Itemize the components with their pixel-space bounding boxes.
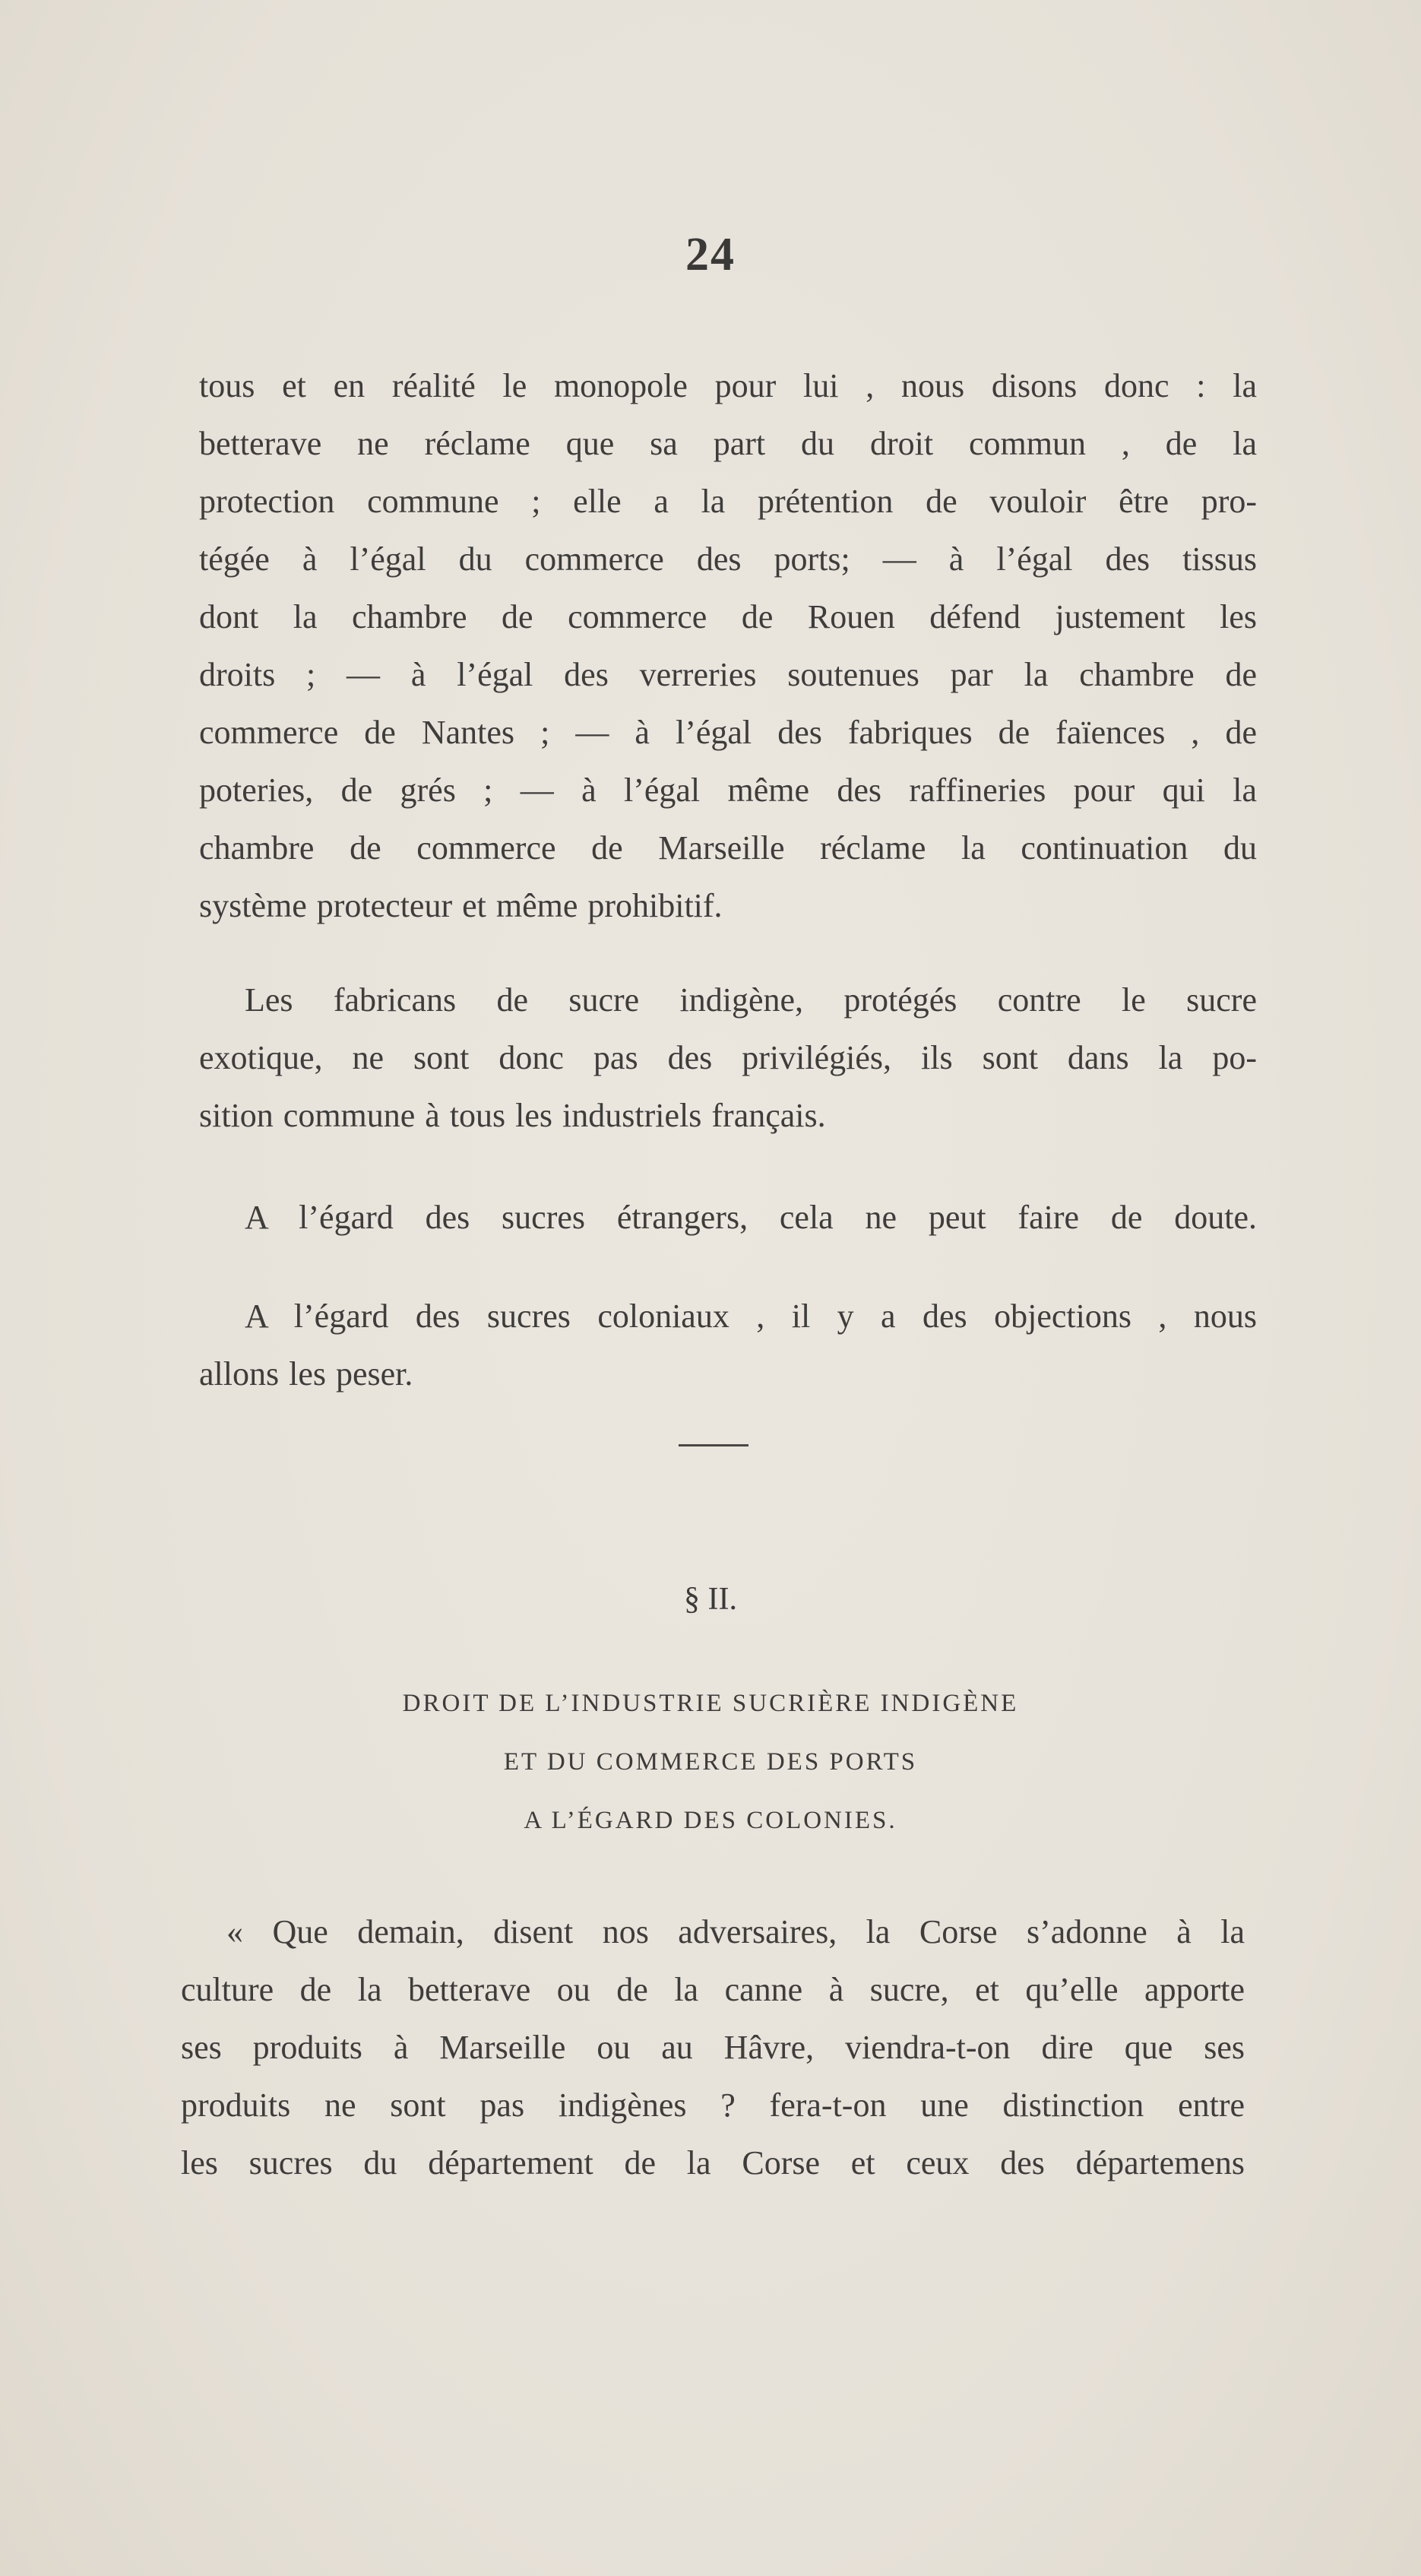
text-line: poteries, de grés ; — à l’égal même des raffineries pour qui la — [199, 772, 1257, 809]
section-divider — [679, 1444, 748, 1446]
text-line: dont la chambre de commerce de Rouen défend justement les — [199, 598, 1257, 635]
text-line: A l’égard des sucres étrangers, cela ne peut faire de doute. — [245, 1199, 1257, 1236]
text-line: Les fabricans de sucre indigène, protégés contre le sucre — [245, 981, 1257, 1019]
page-number: 24 — [685, 229, 736, 280]
section-heading-line: A L’ÉGARD DES COLONIES. — [524, 1807, 897, 1834]
paragraph-4 — [199, 1288, 1257, 1403]
paragraph-3 — [199, 1189, 1257, 1247]
text-line: sition commune à tous les industriels français. — [199, 1097, 826, 1134]
text-line: exotique, ne sont donc pas des privilégiés, ils sont dans la po- — [199, 1039, 1257, 1076]
text-line: ses produits à Marseille ou au Hâvre, viendra-t-on dire que ses — [181, 2029, 1245, 2066]
paragraph-1 — [199, 357, 1257, 935]
section-heading-line: ET DU COMMERCE DES PORTS — [503, 1748, 918, 1776]
text-line: protection commune ; elle a la prétention de vouloir être pro- — [199, 483, 1257, 520]
text-line: culture de la betterave ou de la canne à sucre, et qu’elle apporte — [181, 1971, 1245, 2008]
text-line: les sucres du département de la Corse et ceux des départemens — [181, 2144, 1245, 2182]
section-heading-line: DROIT DE L’INDUSTRIE SUCRIÈRE INDIGÈNE — [402, 1690, 1019, 1717]
text-line: betterave ne réclame que sa part du droit commun , de la — [199, 425, 1257, 462]
text-line: allons les peser. — [199, 1355, 413, 1393]
text-line: chambre de commerce de Marseille réclame la continuation du — [199, 829, 1257, 867]
text-line: « Que demain, disent nos adversaires, la Corse s’adonne à la — [226, 1913, 1245, 1950]
text-line: système protecteur et même prohibitif. — [199, 887, 723, 924]
text-line: tous et en réalité le monopole pour lui , nous disons donc : la — [199, 367, 1257, 404]
text-line: droits ; — à l’égal des verreries soutenues par la chambre de — [199, 656, 1257, 693]
text-line: commerce de Nantes ; — à l’égal des fabriques de faïences , de — [199, 714, 1257, 751]
text-line: tégée à l’égal du commerce des ports; — à l’égal des tissus — [199, 540, 1257, 578]
text-line: produits ne sont pas indigènes ? fera-t-on une distinction entre — [181, 2086, 1245, 2124]
paragraph-5 — [181, 1903, 1245, 2192]
section-number: § II. — [684, 1582, 737, 1617]
paragraph-2 — [199, 971, 1257, 1145]
text-line: A l’égard des sucres coloniaux , il y a des objections , nous — [245, 1298, 1257, 1335]
